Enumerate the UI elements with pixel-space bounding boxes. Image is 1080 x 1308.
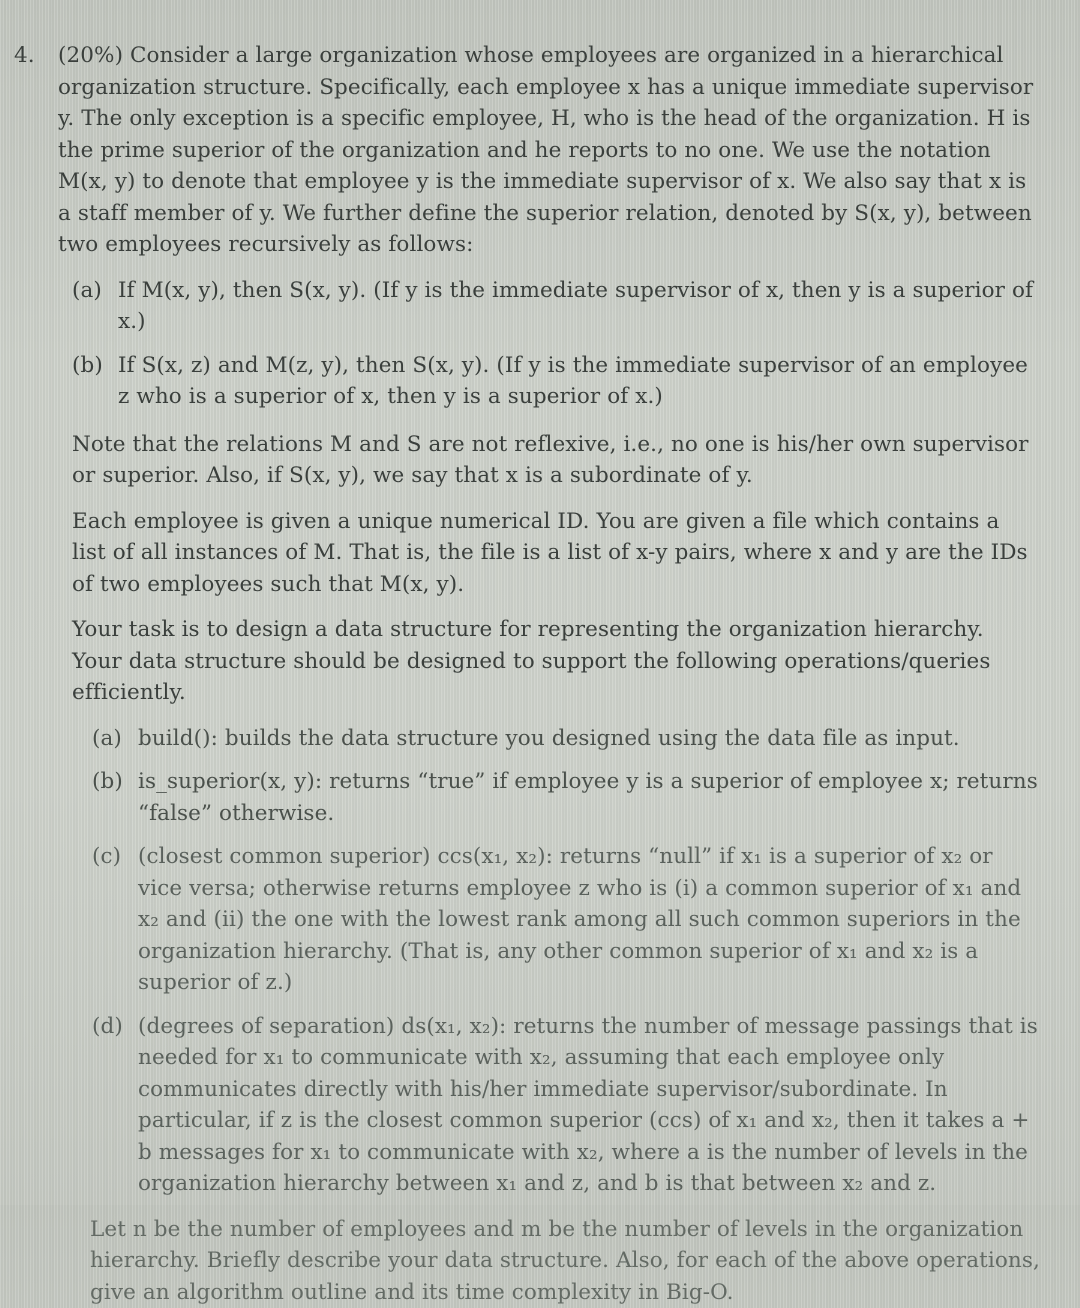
rule-item (72, 350, 1040, 413)
rule-text: If S(x, z) and M(z, y), then S(x, y). (If y is the immediate supervisor of an employee z who is a superior of x, then y is a superior of x.) (118, 350, 1040, 413)
operation-label: (b) (92, 766, 138, 829)
operation-item (92, 723, 1040, 755)
operation-text: (degrees of separation) ds(x₁, x₂): returns the number of message passings that is needed for x₁ to communicate with x₂, assuming that each employee only communicates directly with his/her immediate supervisor/subordinate. In particular, if z is the closest common superior (ccs) of x₁ and x₂, then it takes a + b messages for x₁ to communicate with x₂, where a is the number of levels in the organization hierarchy between x₁ and z, and b is that between x₂ and z. (138, 1011, 1040, 1200)
operation-text: is_superior(x, y): returns “true” if employee y is a superior of employee x; returns “false” otherwise. (138, 766, 1040, 829)
reflexive-note: Note that the relations M and S are not reflexive, i.e., no one is his/her own supervisor or superior. Also, if S(x, y), we say that x is a subordinate of y. (72, 429, 1040, 492)
rule-label: (a) (72, 275, 118, 338)
problem-number: 4. (14, 40, 58, 261)
rule-text: If M(x, y), then S(x, y). (If y is the immediate supervisor of x, then y is a superior of x.) (118, 275, 1040, 338)
operation-label: (d) (92, 1011, 138, 1200)
superior-rules (72, 275, 1040, 413)
operation-text: (closest common superior) ccs(x₁, x₂): returns “null” if x₁ is a superior of x₂ or vice versa; otherwise returns employee z who is (i) a common superior of x₁ and x₂ and (ii) the one with the lowest rank among all such common superiors in the organization hierarchy. (That is, any other common superior of x₁ and x₂ is a superior of z.) (138, 841, 1040, 999)
operation-item (92, 766, 1040, 829)
task-statement: Your task is to design a data structure for representing the organization hierarchy. Your data structure should be designed to support the following operations/queries efficiently. (72, 614, 1040, 709)
closing-instructions: Let n be the number of employees and m be the number of levels in the organization hierarchy. Briefly describe your data structure. Also, for each of the above operations, give an algorithm outline and its time complexity in Big-O. (90, 1214, 1040, 1308)
file-description: Each employee is given a unique numerical ID. You are given a file which contains a list of all instances of M. That is, the file is a list of x-y pairs, where x and y are the IDs of two employees such that M(x, y). (72, 506, 1040, 601)
operations-list (92, 723, 1040, 1200)
operation-label: (a) (92, 723, 138, 755)
rule-item (72, 275, 1040, 338)
problem-intro-text: (20%) Consider a large organization whose employees are organized in a hierarchical organization structure. Specifically, each employee x has a unique immediate supervisor y. The only exception is a specific employee, H, who is the head of the organization. H is the prime superior of the organization and he reports to no one. We use the notation M(x, y) to denote that employee y is the immediate supervisor of x. We also say that x is a staff member of y. We further define the superior relation, denoted by S(x, y), between two employees recursively as follows: (58, 40, 1040, 261)
operation-item (92, 841, 1040, 999)
operation-text: build(): builds the data structure you designed using the data file as input. (138, 723, 1040, 755)
operation-item (92, 1011, 1040, 1200)
rule-label: (b) (72, 350, 118, 413)
operation-label: (c) (92, 841, 138, 999)
problem-intro (14, 40, 1040, 261)
